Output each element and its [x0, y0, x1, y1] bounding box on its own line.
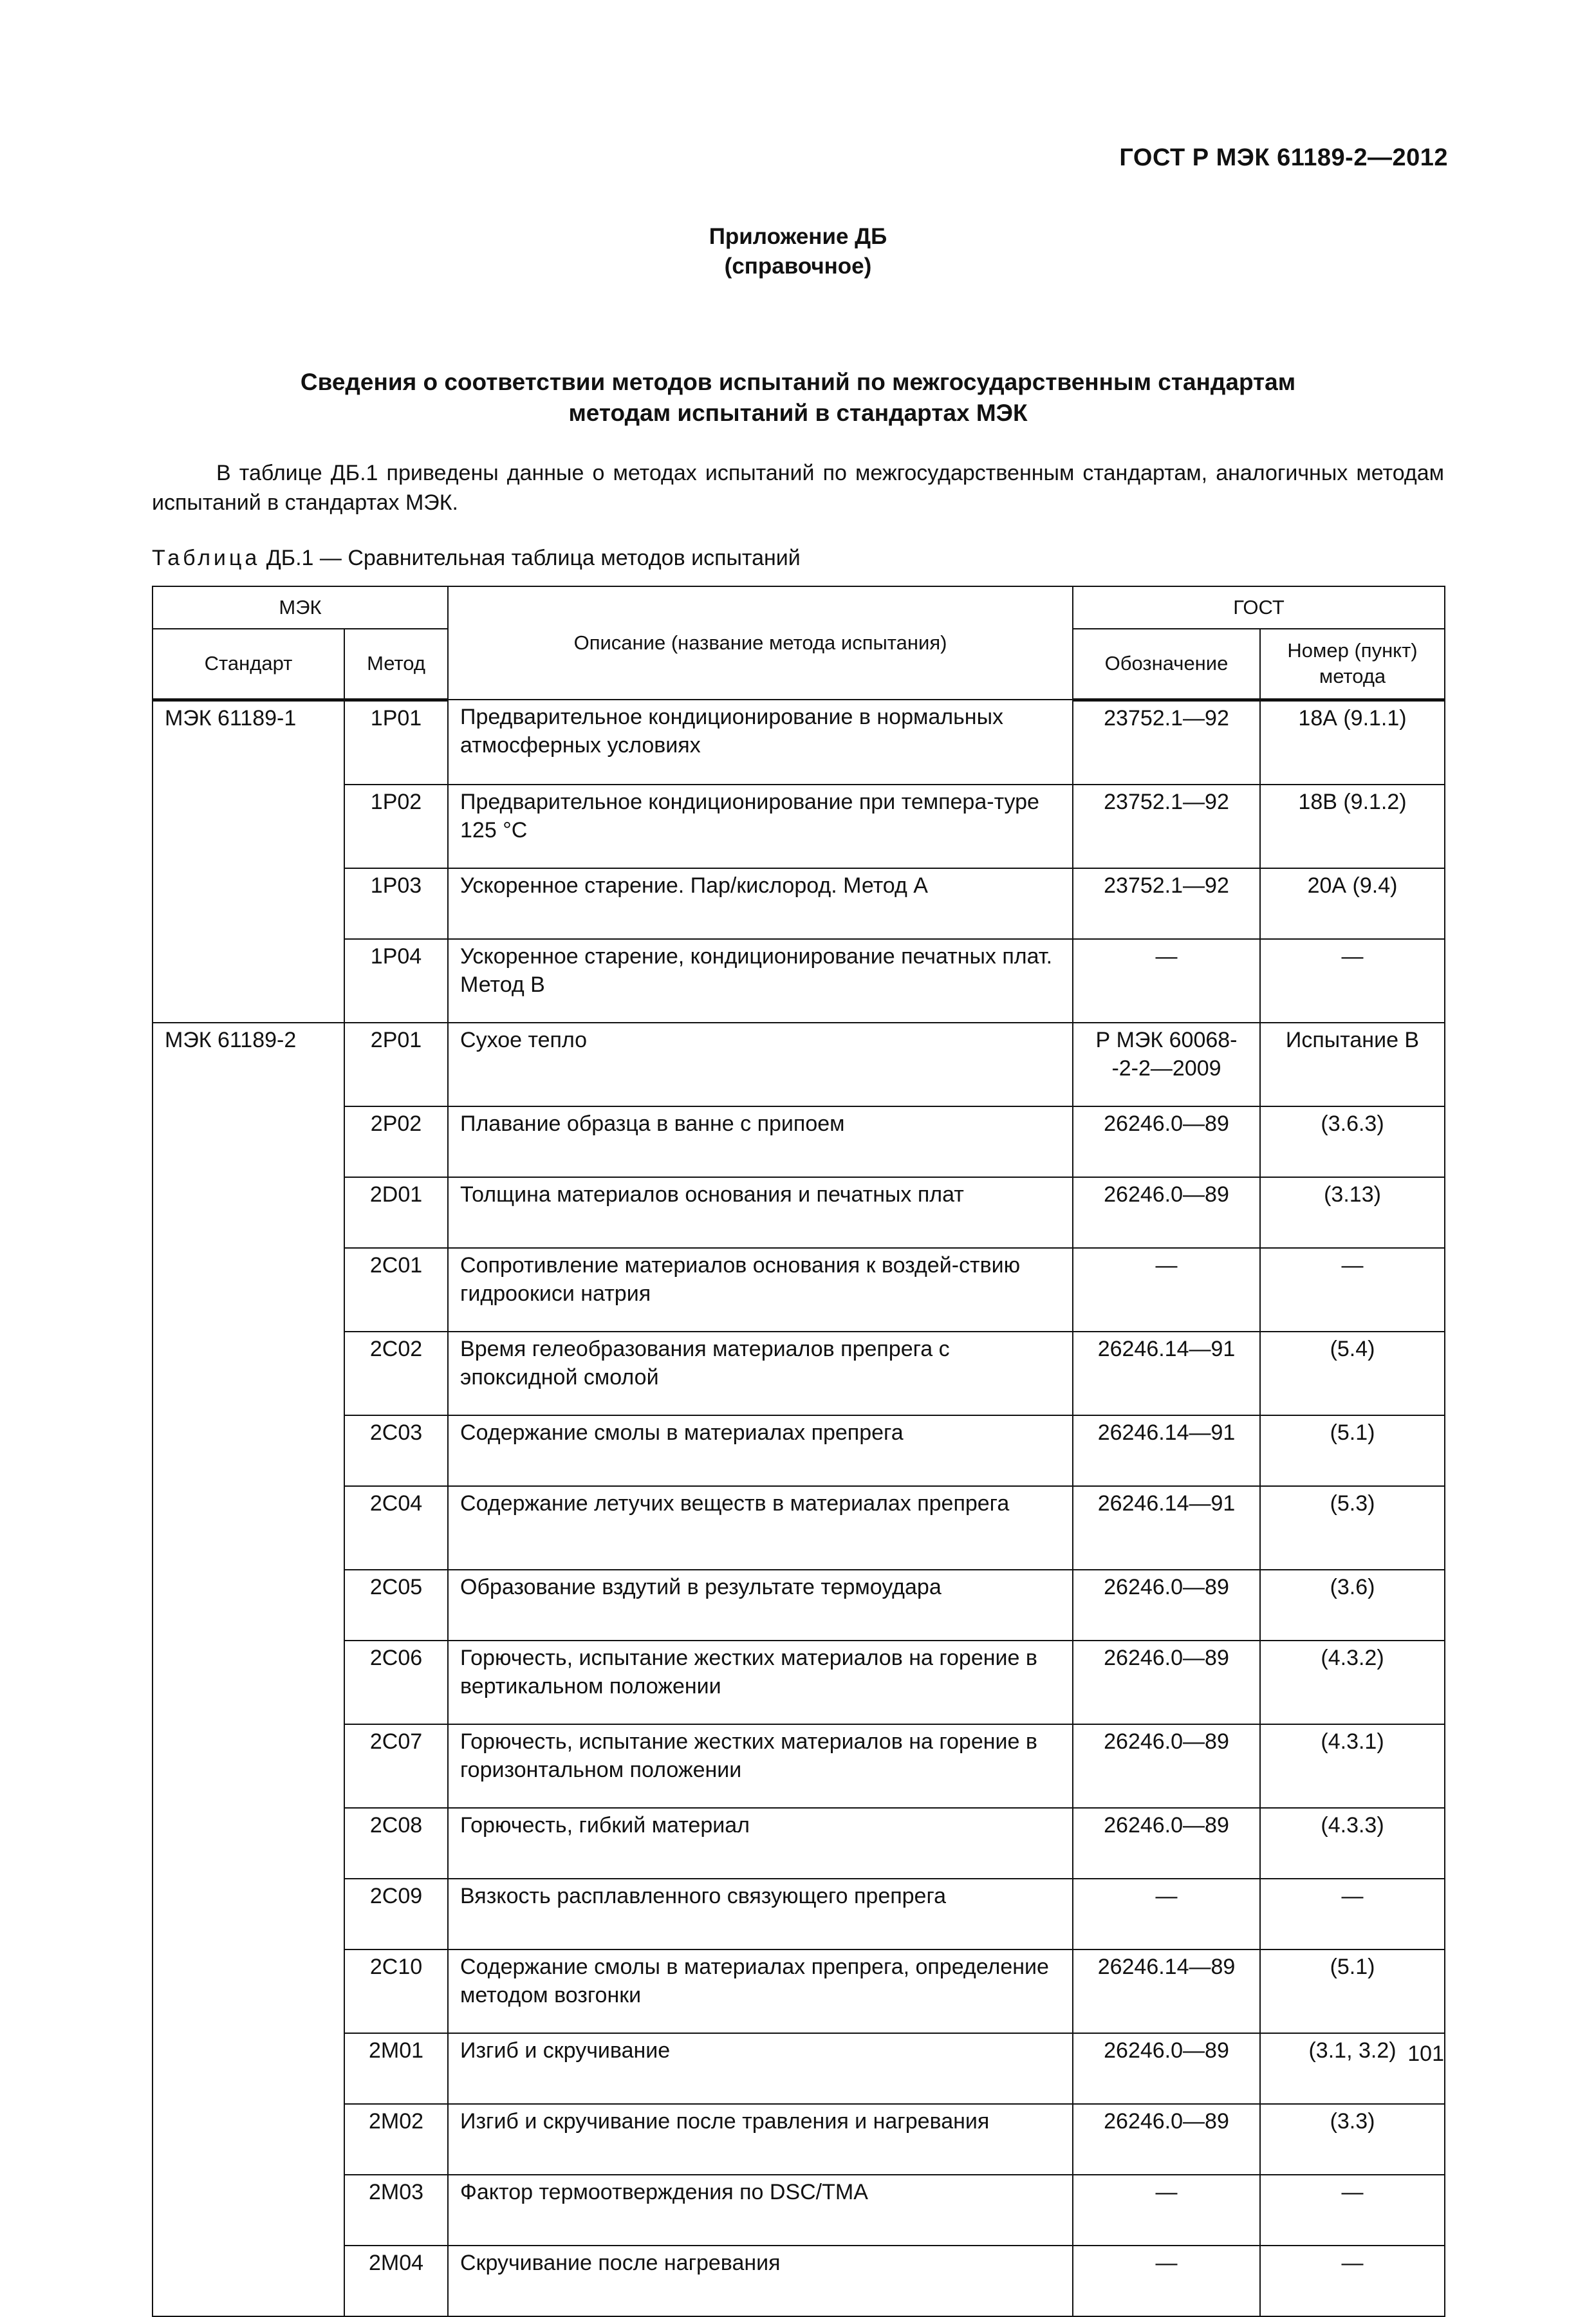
description-cell: Время гелеобразования материалов препрега с эпоксидной смолой [448, 1332, 1073, 1415]
table-body [153, 700, 1445, 2316]
appendix-title: Приложение ДБ [709, 224, 887, 249]
method-cell: 1P03 [344, 868, 448, 939]
gost-designation-cell: 26246.0—89 [1073, 1641, 1260, 1724]
description-cell: Горючесть, гибкий материал [448, 1808, 1073, 1879]
header-iec: МЭК [153, 586, 448, 629]
method-number-cell: (3.1, 3.2) [1260, 2033, 1445, 2104]
method-cell: 2C03 [344, 1415, 448, 1486]
gost-designation-cell: 23752.1—92 [1073, 868, 1260, 939]
gost-designation-cell: 23752.1—92 [1073, 700, 1260, 785]
heading-line-2: методам испытаний в стандартах МЭК [568, 400, 1028, 426]
method-number-cell: (3.13) [1260, 1177, 1445, 1248]
table-row [153, 868, 1445, 939]
description-cell: Содержание смолы в материалах препрега [448, 1415, 1073, 1486]
method-number-cell: — [1260, 2246, 1445, 2316]
method-cell: 1P04 [344, 939, 448, 1023]
method-cell: 2C10 [344, 1949, 448, 2033]
heading-line-1: Сведения о соответствии методов испытаний по межгосударственным стандартам [300, 369, 1296, 395]
method-number-cell: — [1260, 1879, 1445, 1949]
method-cell: 2M04 [344, 2246, 448, 2316]
description-cell: Плавание образца в ванне с припоем [448, 1106, 1073, 1177]
gost-designation-cell: 26246.0—89 [1073, 1808, 1260, 1879]
table-row [153, 785, 1445, 868]
appendix-subtitle: (справочное) [724, 254, 872, 279]
gost-designation-cell: — [1073, 939, 1260, 1023]
methods-table [152, 586, 1445, 2317]
table-row [153, 1332, 1445, 1415]
method-number-cell: (4.3.1) [1260, 1724, 1445, 1808]
method-cell: 1P01 [344, 700, 448, 785]
method-number-cell: (3.3) [1260, 2104, 1445, 2175]
description-cell: Образование вздутий в результате термоудара [448, 1570, 1073, 1641]
standard-cell: МЭК 61189-1 [153, 700, 344, 1023]
table-row [153, 1415, 1445, 1486]
gost-designation-cell: 26246.0—89 [1073, 1106, 1260, 1177]
description-cell: Фактор термоотверждения по DSC/TMA [448, 2175, 1073, 2246]
method-cell: 2P01 [344, 1023, 448, 1106]
method-number-cell: — [1260, 1248, 1445, 1332]
method-cell: 2C08 [344, 1808, 448, 1879]
method-cell: 2C09 [344, 1879, 448, 1949]
table-row [153, 1248, 1445, 1332]
method-number-cell: 18В (9.1.2) [1260, 785, 1445, 868]
table-row [153, 1023, 1445, 1106]
table-row [153, 939, 1445, 1023]
method-number-cell: (3.6) [1260, 1570, 1445, 1641]
description-cell: Изгиб и скручивание после травления и нагревания [448, 2104, 1073, 2175]
gost-designation-cell: 26246.0—89 [1073, 1724, 1260, 1808]
description-cell: Предварительное кондиционирование в нормальных атмосферных условиях [448, 700, 1073, 785]
table-row [153, 1641, 1445, 1724]
caption-label: Таблица [152, 546, 261, 570]
method-number-cell: 18А (9.1.1) [1260, 700, 1445, 785]
header-description: Описание (название метода испытания) [448, 586, 1073, 700]
description-cell: Предварительное кондиционирование при темпера-туре 125 °С [448, 785, 1073, 868]
description-cell: Содержание летучих веществ в материалах препрега [448, 1486, 1073, 1570]
gost-designation-cell: — [1073, 1248, 1260, 1332]
method-number-cell: Испытание В [1260, 1023, 1445, 1106]
table-row [153, 1570, 1445, 1641]
page-number: 101 [1407, 2042, 1444, 2066]
gost-designation-cell: 26246.0—89 [1073, 2033, 1260, 2104]
method-cell: 1P02 [344, 785, 448, 868]
gost-designation-cell: 26246.0—89 [1073, 1570, 1260, 1641]
method-cell: 2C06 [344, 1641, 448, 1724]
description-cell: Сухое тепло [448, 1023, 1073, 1106]
description-cell: Скручивание после нагревания [448, 2246, 1073, 2316]
table-header [153, 586, 1445, 700]
method-cell: 2C01 [344, 1248, 448, 1332]
description-cell: Сопротивление материалов основания к воздей-ствию гидроокиси натрия [448, 1248, 1073, 1332]
description-cell: Толщина материалов основания и печатных плат [448, 1177, 1073, 1248]
description-cell: Ускоренное старение, кондиционирование печатных плат. Метод В [448, 939, 1073, 1023]
method-number-cell: (5.4) [1260, 1332, 1445, 1415]
method-cell: 2C07 [344, 1724, 448, 1808]
method-cell: 2M02 [344, 2104, 448, 2175]
method-cell: 2P02 [344, 1106, 448, 1177]
section-heading [152, 367, 1444, 429]
gost-designation-cell: — [1073, 2246, 1260, 2316]
table-caption [152, 546, 801, 571]
method-cell: 2M03 [344, 2175, 448, 2246]
appendix-block [0, 222, 1596, 281]
table-row [153, 1879, 1445, 1949]
method-number-cell: — [1260, 2175, 1445, 2246]
table-row [153, 1486, 1445, 1570]
table-row [153, 2246, 1445, 2316]
gost-designation-cell: 26246.14—91 [1073, 1332, 1260, 1415]
description-cell: Содержание смолы в материалах препрега, определение методом возгонки [448, 1949, 1073, 2033]
method-number-cell: (3.6.3) [1260, 1106, 1445, 1177]
method-cell: 2M01 [344, 2033, 448, 2104]
standard-cell: МЭК 61189-2 [153, 1023, 344, 2316]
table-row [153, 1177, 1445, 1248]
document-code: ГОСТ Р МЭК 61189-2—2012 [1119, 144, 1448, 171]
method-number-cell: (4.3.2) [1260, 1641, 1445, 1724]
gost-designation-cell: 26246.14—91 [1073, 1486, 1260, 1570]
gost-designation-cell: 26246.0—89 [1073, 2104, 1260, 2175]
description-cell: Вязкость расплавленного связующего препрега [448, 1879, 1073, 1949]
description-cell: Горючесть, испытание жестких материалов на горение в вертикальном положении [448, 1641, 1073, 1724]
table-row [153, 1724, 1445, 1808]
gost-designation-cell: 26246.14—89 [1073, 1949, 1260, 2033]
header-gost: ГОСТ [1073, 586, 1445, 629]
method-number-cell: — [1260, 939, 1445, 1023]
gost-designation-cell: 26246.0—89 [1073, 1177, 1260, 1248]
gost-designation-cell: 26246.14—91 [1073, 1415, 1260, 1486]
method-cell: 2C02 [344, 1332, 448, 1415]
description-cell: Горючесть, испытание жестких материалов на горение в горизонтальном положении [448, 1724, 1073, 1808]
method-number-cell: (5.3) [1260, 1486, 1445, 1570]
gost-designation-cell: — [1073, 2175, 1260, 2246]
method-number-cell: (5.1) [1260, 1949, 1445, 2033]
header-method: Метод [344, 629, 448, 700]
method-cell: 2D01 [344, 1177, 448, 1248]
description-cell: Изгиб и скручивание [448, 2033, 1073, 2104]
header-designation: Обозначение [1073, 629, 1260, 700]
table-row [153, 2033, 1445, 2104]
table-row [153, 2104, 1445, 2175]
method-number-cell: 20А (9.4) [1260, 868, 1445, 939]
intro-paragraph: В таблице ДБ.1 приведены данные о методах испытаний по межгосударственным стандартам, аналогичных методам испытаний в стандартах МЭК. [152, 461, 1444, 515]
gost-designation-cell: — [1073, 1879, 1260, 1949]
table-row [153, 1808, 1445, 1879]
description-cell: Ускоренное старение. Пар/кислород. Метод А [448, 868, 1073, 939]
caption-text: ДБ.1 — Сравнительная таблица методов испытаний [260, 546, 801, 570]
table-row [153, 2175, 1445, 2246]
header-standard: Стандарт [153, 629, 344, 700]
header-number: Номер (пункт) метода [1260, 629, 1445, 700]
table-row [153, 1949, 1445, 2033]
method-cell: 2C05 [344, 1570, 448, 1641]
table-row [153, 1106, 1445, 1177]
table-row [153, 700, 1445, 785]
gost-designation-cell: 23752.1—92 [1073, 785, 1260, 868]
method-cell: 2C04 [344, 1486, 448, 1570]
gost-designation-cell: Р МЭК 60068--2-2—2009 [1073, 1023, 1260, 1106]
method-number-cell: (4.3.3) [1260, 1808, 1445, 1879]
method-number-cell: (5.1) [1260, 1415, 1445, 1486]
